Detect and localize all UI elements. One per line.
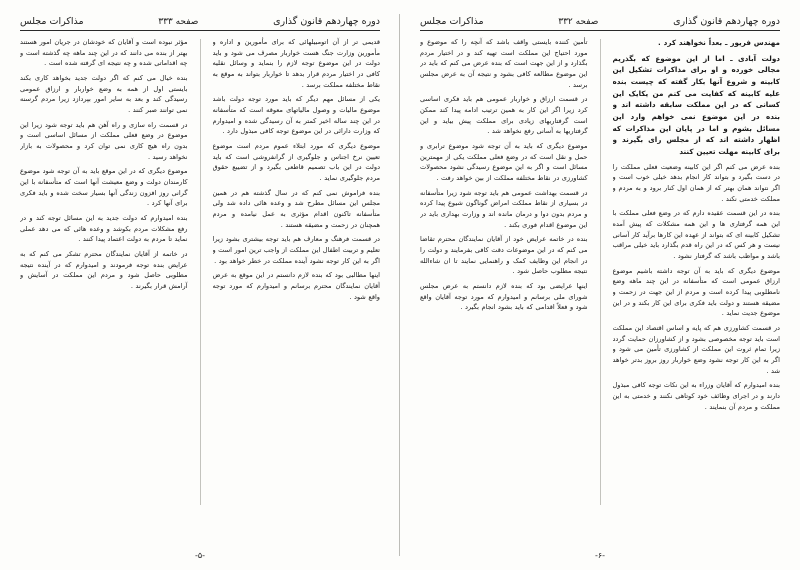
body-paragraph: موضوع دیگری که باید به آن توجه شود موضوع ترابری و حمل و نقل است که در وضع فعلی مملکت یکی از مهمترین مسائل است و اگر به این موضوع رسیدگی نشود محصولات کشاورزی در نقاط مختلفه مملکت از بین خواهد رفت . <box>420 142 588 183</box>
body-paragraph: در قسمت بهداشت عمومی هم باید توجه شود زیرا متأسفانه در بسیاری از نقاط مملکت امراض گوناگون شیوع پیدا کرده و مردم بدون دوا و درمان مانده اند و وزارت بهداری باید در این موضوع اقدام فوری بکند . <box>420 188 588 229</box>
body-paragraph: بنده خیال می کنم که اگر دولت جدید بخواهد کاری بکند بایستی اول از همه به وضع خواربار و ارزاق عمومی رسیدگی کند و بعد به سایر امور بپردازد زیرا مردم گرسنه نمی توانند صبر کنند . <box>20 74 188 115</box>
header-edition: دوره چهاردهم قانون گذاری <box>273 16 380 27</box>
column-right <box>613 37 781 507</box>
body-paragraph: قدیمی تر از آن اتومبیلهائی که برای مأمورین و اداره و مأمورین وزارت جنگ هست خواربار مصرف می شود و باید دولت در این موضوع توجه لازم را بنماید و وسائل نقلیه کافی در اختیار مردم قرار بدهد تا خواربار بتواند به موقع به نقاط مختلفه مملکت برسد . <box>212 38 380 89</box>
body-paragraph: موضوع دیگری که باید به آن توجه داشته باشیم موضوع ارزاق عمومی است که متأسفانه در این چند ماهه وضع نامطلوبی پیدا کرده است و مردم از این جهت در زحمت و مضیقه هستند و دولت باید فکری برای این کار بکند و در این موضوع جدیت نماید . <box>612 266 780 318</box>
body-paragraph: بنده عرض می کنم اگر این کابینه وضعیت فعلی مملکت را در دست بگیرد و بتواند کار انجام بدهد خیلی خوب است و اگر نتواند همان بهتر که از همان اول کنار برود و به مردم و مملکت خدمتی نکند . <box>612 162 780 203</box>
body-paragraph: مؤثر نبوده است و آقایان که خودشان در جریان امور هستند بهتر از بنده می دانند که در این چند ماهه چه گذشته است و چه اقداماتی شده و چه نتیجه ای گرفته شده است . <box>20 38 188 68</box>
header-page-number: صفحه ۳۳۳ <box>158 17 199 27</box>
column-left <box>20 37 188 507</box>
body-paragraph: موضوع دیگری که مورد ابتلاء عموم مردم است موضوع تعیین نرخ اجناس و جلوگیری از گرانفروشی است که باید دولت در این باب تصمیم قاطعی بگیرد و از تضییع حقوق مردم جلوگیری نماید . <box>212 142 380 183</box>
body-paragraph: در قسمت ارزاق و خواربار عمومی هم باید فکری اساسی کرد زیرا اگر این کار به همین ترتیب ادامه پیدا کند ممکن است گرفتاریهای زیادی برای مملکت پیش بیاید و این گرفتاریها به آسانی رفع نخواهد شد . <box>420 95 588 136</box>
page-right <box>400 0 800 570</box>
page-left-header <box>20 16 380 27</box>
body-paragraph: بنده امیدوارم که آقایان وزراء به این نکات توجه کافی مبذول دارند و در اجرای وظائف خود کوتاهی نکنند و خدمتی به این مملکت و مردم آن بنمایند . <box>612 381 780 411</box>
header-edition: دوره چهاردهم قانون گذاری <box>673 16 780 27</box>
column-left <box>420 37 588 507</box>
column-divider <box>600 39 601 505</box>
body-paragraph: در قسمت فرهنگ و معارف هم باید توجه بیشتری بشود زیرا تعلیم و تربیت اطفال این مملکت از واجب ترین امور است و اگر به این کار توجه نشود آینده مملکت در خطر خواهد بود . <box>212 235 380 265</box>
folio-left: -۵- <box>194 551 206 560</box>
column-right <box>213 37 381 507</box>
page-right-columns <box>420 37 780 507</box>
speaker-paragraph: دولت آبادی ـ اما از این موضوع که بگذریم مجالی خورده و او برای مذاکرات تشکیل این کابینه و شروع آنها بکار گفته که چیست بنده علیه کابینه که کفایت می کنم من یکایک این کسانی که در این مملکت سابقه داشته اند و بنده در این موضوع نمی خواهم وارد این مسائل بشوم و اما در پایان این مذاکرات که اظهار داشته اند که از مجلس رای بگیرند و برای کابینه مهلت تعیین کنند <box>612 53 780 156</box>
header-title: مذاکرات مجلس <box>20 16 84 27</box>
page-left-columns <box>20 37 380 507</box>
page-right-header <box>420 16 780 27</box>
body-paragraph: موضوع دیگری که در این موقع باید به آن توجه شود موضوع کارمندان دولت و وضع معیشت آنها است که متأسفانه با این گرانی روز افزون زندگی آنها بسیار سخت شده و باید فکری برای آنها کرد . <box>20 167 188 208</box>
body-paragraph: تأمین کننده بایستی واقف باشد که آنچه را که موضوع و مورد احتیاج این مملکت است تهیه کند و در اختیار مردم بگذارد و از این جهت است که بنده عرض می کنم که باید در این موضوع مطالعه کافی بشود و نتیجه آن به عرض مجلس برسد . <box>420 38 588 89</box>
header-rule <box>420 30 780 31</box>
header-rule <box>20 30 380 31</box>
body-paragraph: اینها عرایضی بود که بنده لازم دانستم به عرض مجلس شورای ملی برسانم و امیدوارم که مورد توجه آقایان واقع شود و فعلاً اقدامی که باید بشود انجام بگیرد . <box>420 282 588 312</box>
body-paragraph: در قسمت کشاورزی هم که پایه و اساس اقتصاد این مملکت است باید توجه مخصوصی بشود و از کشاورزان حمایت گردد زیرا تمام ثروت این مملکت از کشاورزی تأمین می شود و اگر به این کار توجه نشود وضع خواربار روز بروز بدتر خواهد شد . <box>612 323 780 375</box>
folio-right: -۶- <box>594 551 606 560</box>
body-paragraph: بنده در خاتمه عرایض خود از آقایان نمایندگان محترم تقاضا می کنم که در این موضوعات دقت کافی بفرمایند و دولت را در انجام این وظایف کمک و راهنمایی نمایند تا ان شاءالله نتیجه مطلوب حاصل شود . <box>420 235 588 276</box>
body-paragraph: بنده امیدوارم که دولت جدید به این مسائل توجه کند و در رفع مشکلات مردم بکوشد و وعده هائی که می دهد عملی نماید تا مردم به دولت اعتماد پیدا کنند . <box>20 214 188 244</box>
body-paragraph: در خاتمه از آقایان نمایندگان محترم تشکر می کنم که به عرایض بنده توجه فرمودند و امیدوارم که در آینده نتیجه مطلوبی حاصل شود و مردم این مملکت در آسایش و آرامش قرار بگیرند . <box>20 250 188 291</box>
header-title: مذاکرات مجلس <box>420 16 484 27</box>
column-divider <box>200 39 201 505</box>
speaker-paragraph: مهندس فریور ـ بعداً نخواهند کرد . <box>658 38 780 47</box>
body-paragraph: یکی از مسائل مهم دیگر که باید مورد توجه دولت باشد موضوع مالیات و وصول مالیاتهای معوقه است که متأسفانه در این چند ساله اخیر کمتر به آن رسیدگی شده و امیدوارم که وزارت دارائی در این موضوع توجه کافی مبذول دارد . <box>212 95 380 136</box>
body-paragraph: در قسمت راه سازی و راه آهن هم باید توجه شود زیرا این موضوع در وضع فعلی مملکت از مسائل اساسی است و بدون راه هیچ کاری نمی توان کرد و محصولات به بازار نخواهد رسید . <box>20 120 188 161</box>
body-paragraph: بنده در این قسمت عقیده دارم که در وضع فعلی مملکت با این همه گرفتاری ها و این همه مشکلات که پیش آمده تشکیل کابینه ای که بتواند از عهده این کارها برآید کار آسانی نیست و هر کس که در این راه قدم بگذارد باید خیلی مراقب باشد و مواظب باشد که گرفتار نشود . <box>612 209 780 260</box>
body-paragraph: بنده فراموش نمی کنم که در سال گذشته هم در همین مجلس این مسائل مطرح شد و وعده هائی داده شد ولی متأسفانه تاکنون اقدام مؤثری به عمل نیامده و مردم همچنان در زحمت و مضیقه هستند . <box>212 188 380 229</box>
header-page-number: صفحه ۳۳۲ <box>558 17 599 27</box>
body-paragraph: اینها مطالبی بود که بنده لازم دانستم در این موقع به عرض آقایان نمایندگان محترم برسانم و امیدوارم که مورد توجه واقع شود . <box>212 271 380 301</box>
